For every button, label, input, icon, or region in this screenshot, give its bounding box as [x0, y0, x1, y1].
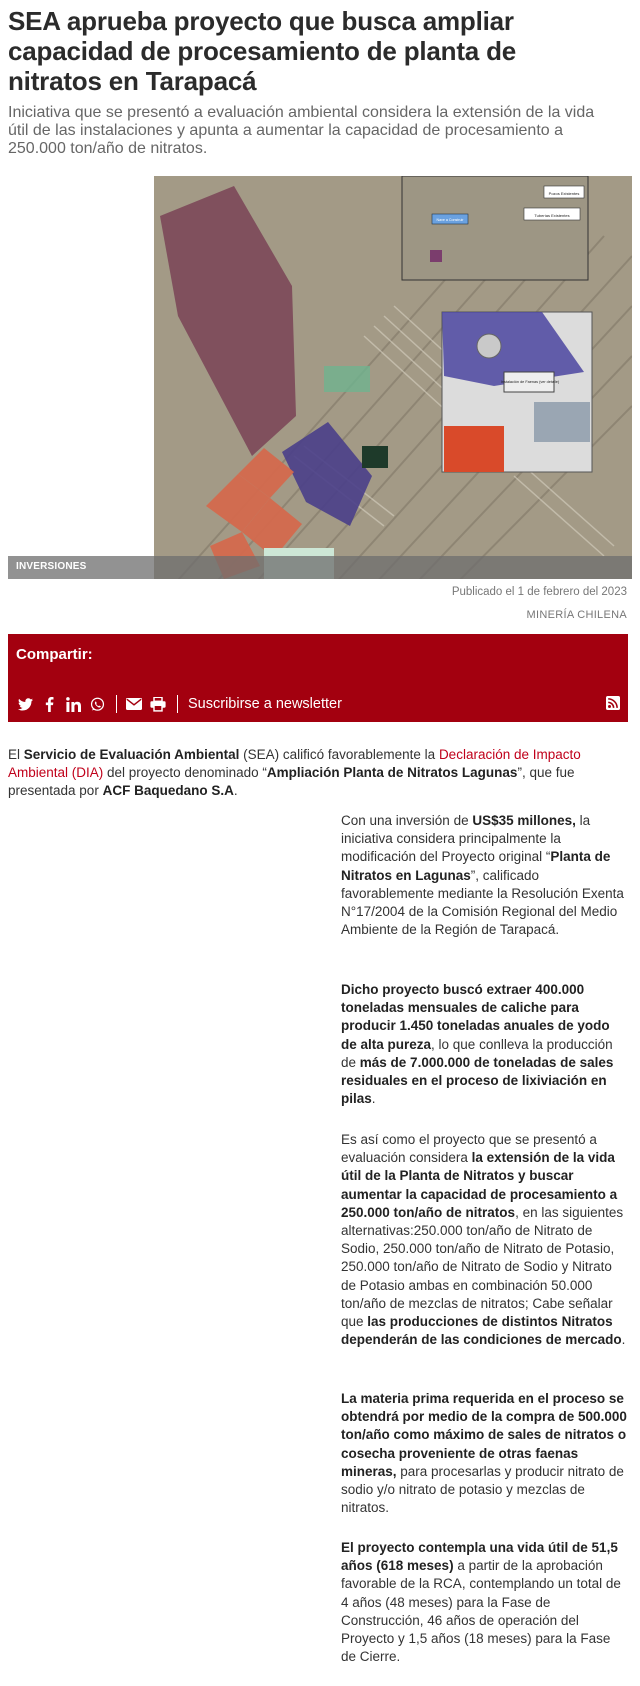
article-source: MINERÍA CHILENA — [526, 609, 627, 621]
article-paragraph-5: El proyecto contempla una vida útil de 51,5 años (618 meses) a partir de la aprobación favorable de la RCA, contemplando un total de 4 años (48 meses) para la Fase de Construcción, 46 años de operación del Proyecto y 1,5 años (18 meses) para la Fase de Cierre. — [341, 1540, 621, 1665]
linkedin-icon[interactable] — [64, 696, 82, 712]
share-buttons — [16, 694, 342, 714]
map-label-nave: Nave a Construir — [436, 218, 464, 222]
article-headline: SEA aprueba proyecto que busca ampliar capacidad de procesamiento de planta de nitratos en Tarapacá — [8, 6, 517, 96]
article-paragraph-1: Con una inversión de US$35 millones, la iniciativa considera principalmente la modificación del Proyecto original “Planta de Nitratos en Lagunas”, calificado favorablemente mediante la Resolución Exenta N°17/2004 de la Comisión Regional del Medio Ambiente de la Región de Tarapacá. — [341, 813, 624, 938]
share-bar — [8, 634, 628, 722]
twitter-icon[interactable] — [16, 696, 34, 712]
article-paragraph-3: Es así como el proyecto que se presentó a evaluación considera la extensión de la vida útil de la Planta de Nitratos y buscar aumentar la capacidad de procesamiento a 250.000 ton/año de nitratos, en las siguientes alternativas:250.000 ton/año de Nitrato de Sodio, 250.000 ton/año de Nitrato de Potasio, 250.000 ton/año de Nitrato de Sodio y Nitrato de Potasio ambas en combinación 50.000 ton/año de mezclas de nitratos; Cabe señalar que las producciones de distintos Nitratos dependerán de las condiciones de mercado. — [341, 1132, 626, 1348]
map-label-pozos: Pozos Existentes — [548, 191, 580, 196]
share-divider-2 — [177, 695, 178, 713]
article-paragraph-4: La materia prima requerida en el proceso se obtendrá por medio de la compra de 500.000 ton/año como máximo de sales de nitratos o cosecha proveniente de otras faenas mineras, para procesarlas y producir nitrato de sodio y/o nitrato de potasio y mezclas de nitratos. — [341, 1391, 627, 1516]
article-lead-paragraph: El Servicio de Evaluación Ambiental (SEA) calificó favorablemente la Declaración de Impacto Ambiental (DIA) del proyecto denominado “Ampliación Planta de Nitratos Lagunas”, que fue presentada por ACF Baquedano S.A. — [8, 747, 581, 798]
map-label-faenas: Instalación de Faenas (ver detalle) — [500, 380, 560, 384]
category-badge[interactable] — [8, 556, 632, 579]
category-label: INVERSIONES — [16, 561, 87, 572]
publish-date: Publicado el 1 de febrero del 2023 — [451, 586, 627, 598]
dia-link[interactable]: Declaración de Impacto Ambiental (DIA) — [8, 747, 581, 780]
project-map-image — [144, 176, 632, 579]
article-paragraph-2: Dicho proyecto buscó extraer 400.000 toneladas mensuales de caliche para producir 1.450 toneladas anuales de yodo de alta pureza, lo que conlleva la producción de más de 7.000.000 de toneladas de sales residuales en el proceso de lixiviación en pilas. — [341, 982, 614, 1107]
share-divider — [116, 695, 117, 713]
map-label-tuberias: Tuberías Existentes — [534, 213, 570, 218]
newsletter-link[interactable]: Suscribirse a newsletter — [188, 696, 342, 712]
hero-image — [8, 176, 632, 579]
article-subheadline: Iniciativa que se presentó a evaluación ambiental considera la extensión de la vida útil de las instalaciones y apunta a aumentar la capacidad de procesamiento a 250.000 ton/año de nitratos. — [8, 104, 595, 157]
email-icon[interactable] — [125, 696, 143, 712]
whatsapp-icon[interactable] — [88, 696, 106, 712]
facebook-icon[interactable] — [40, 696, 58, 712]
share-title: Compartir: — [16, 646, 93, 663]
print-icon[interactable] — [149, 696, 167, 712]
rss-icon[interactable] — [606, 696, 620, 710]
